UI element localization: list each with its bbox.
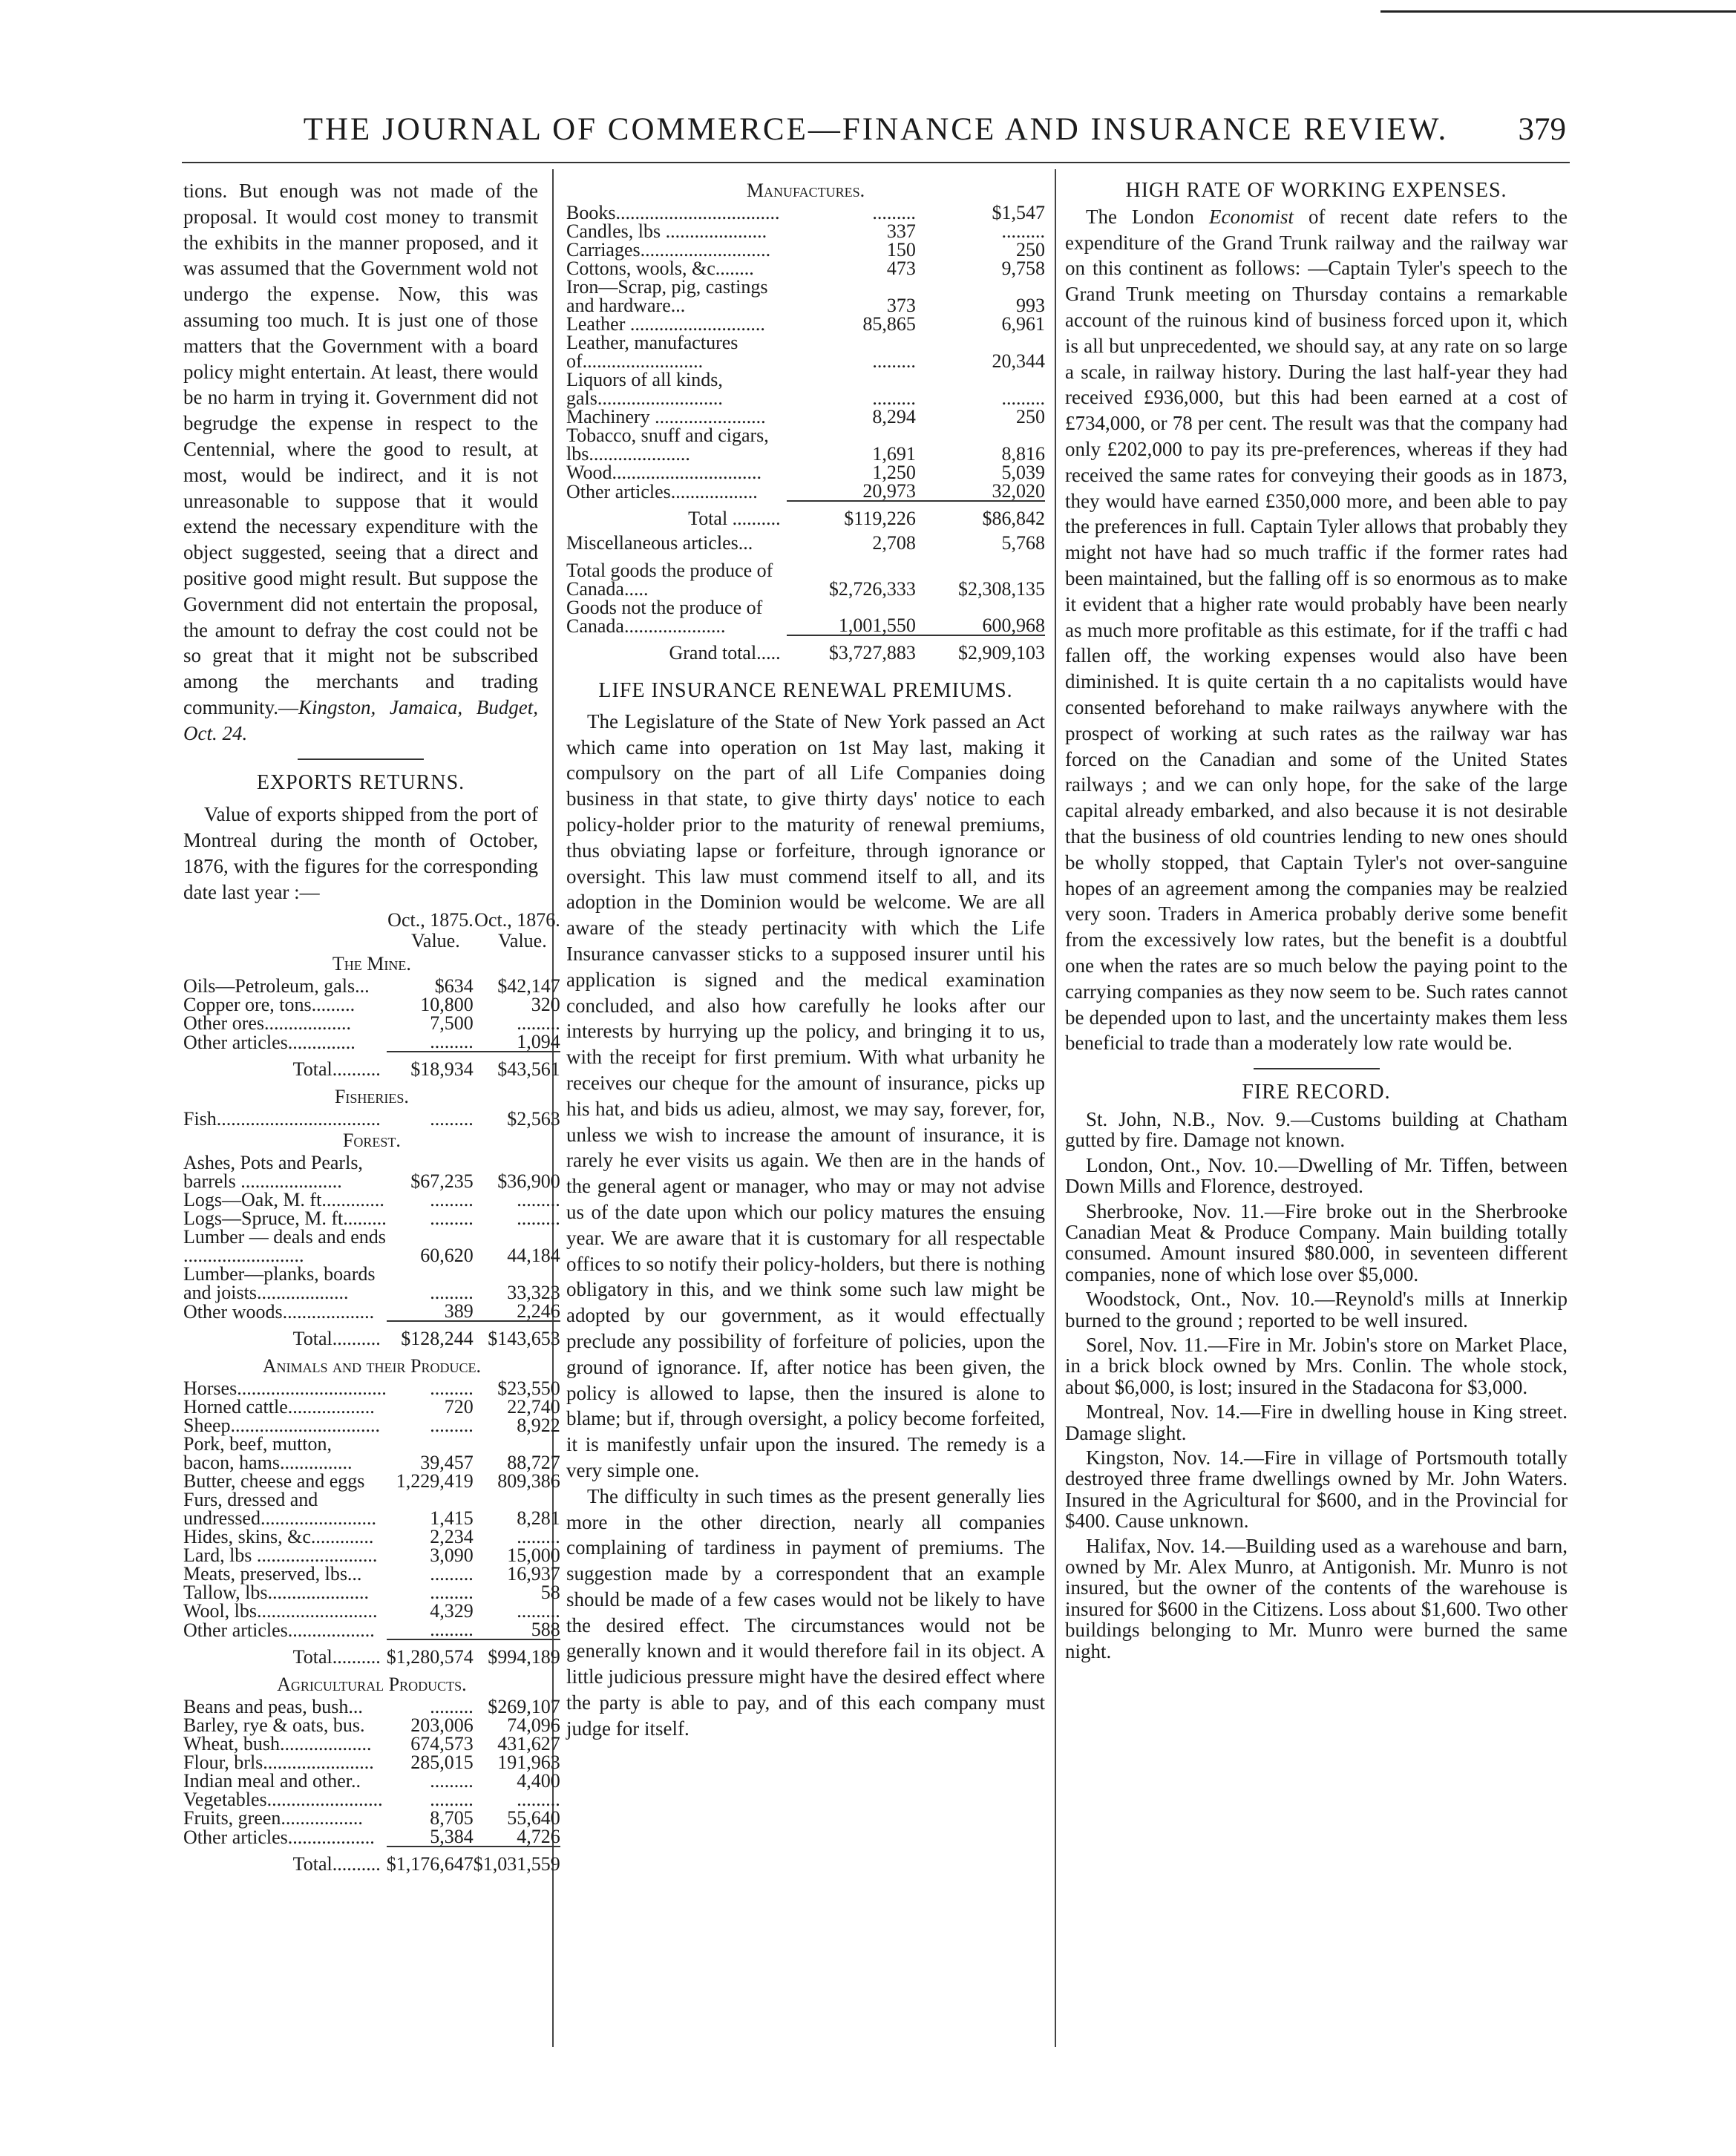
table-row bbox=[183, 1014, 560, 1032]
total-label: Total.......... bbox=[292, 1645, 381, 1668]
row-label: Goods not the produce of Canada..................... bbox=[566, 597, 763, 637]
row-value-1876: $23,550 bbox=[497, 1377, 560, 1399]
row-label: Flour, brls....................... bbox=[183, 1751, 374, 1773]
working-expenses-para bbox=[1065, 204, 1568, 1056]
row-value-1876: 600,968 bbox=[982, 615, 1045, 636]
fire-item: Kingston, Nov. 14.—Fire in village of Portsmouth totally destroyed three frame dwellings owned by Mr. John Waters. Insured in the Agricultural for $600, and in the Provincial for $400. Cause unknown. bbox=[1065, 1446, 1568, 1533]
row-value-1875: $67,235 bbox=[410, 1170, 474, 1192]
life-insurance-para-2: The difficulty in such times as the present generally lies more in the other direction, nearly all companies complaining of tardiness in payment of premiums. The suggestion made by a correspondent that an example should be made of a few cases would not be likely to have the desired effect. The circumstances would not be generally known and it would therefore fail in its object. A little judicious pressure might have the desired effect where the party is able to pay, and of this each company must judge for itself. bbox=[566, 1484, 1045, 1740]
row-value-1875: $2,726,333 bbox=[828, 578, 916, 600]
row-label: Carriages........................... bbox=[566, 239, 771, 261]
row-value-1875: ......... bbox=[430, 1618, 474, 1640]
total-row bbox=[183, 1639, 560, 1672]
row-value-1876: 55,640 bbox=[507, 1806, 560, 1829]
row-label: Wheat, bush................... bbox=[183, 1732, 372, 1754]
row-label: Leather, manufactures of......................... bbox=[566, 332, 738, 372]
row-value-1875: ......... bbox=[430, 1107, 474, 1130]
row-value-1876: 15,000 bbox=[507, 1544, 560, 1566]
row-value-1876: $42,147 bbox=[497, 974, 560, 997]
table-row bbox=[183, 1302, 560, 1321]
fire-item: Sorel, Nov. 11.—Fire in Mr. Jobin's store on Market Place, in a brick block owned by Mrs. Conlin. The whole stock, about $6,000, is lost; insured in the Stadacona for $3,000. bbox=[1065, 1333, 1568, 1398]
row-value-1876: 250 bbox=[1016, 406, 1045, 427]
row-value-1876: ......... bbox=[1001, 387, 1045, 409]
fire-item: London, Ont., Nov. 10.—Dwelling of Mr. Tiffen, between Down Mills and Florence, destroyed. bbox=[1065, 1153, 1568, 1198]
not-canada-row bbox=[566, 598, 1045, 635]
row-value-1875: 1,001,550 bbox=[838, 615, 916, 636]
table-row bbox=[183, 1827, 560, 1847]
row-label: Books.................................. bbox=[566, 202, 780, 223]
row-value-1876: 4,726 bbox=[517, 1825, 560, 1847]
total-label: Grand total..... bbox=[669, 642, 781, 663]
exports-table bbox=[183, 910, 560, 1879]
row-label: Horned cattle.................. bbox=[183, 1395, 375, 1418]
row-value-1875: 2,234 bbox=[430, 1525, 474, 1547]
fire-item: Woodstock, Ont., Nov. 10.—Reynold's mills at Innerkip burned to the ground ; reported to be well insured. bbox=[1065, 1288, 1568, 1331]
row-value-1876: 191,963 bbox=[497, 1751, 560, 1773]
row-label: Iron—Scrap, pig, castings and hardware... bbox=[566, 276, 768, 316]
table-row bbox=[183, 1228, 560, 1265]
table-row bbox=[566, 370, 1045, 407]
life-insurance-para-1: The Legislature of the State of New York passed an Act which came into operation on 1st May last, making it compulsory on the part of all Life Companies doing business in that state, to give thirty days' notice to each policy-holder prior to the maturity of renewal premiums, thus obviating lapse or forfeiture, through ignorance or oversight. This law must commend itself to all, and its adoption in the Dominion would be welcome. We are all aware of the steady pertinacity with which the Life Insurance canvasser sticks to a supposed insurer until his application is signed and the medical examination concluded, and also how carefully he looks after our interests by hurrying up the policy, and bringing it to us, with the receipt for first premium. With what urbanity he receives our cheque for the amount of insurance, picks up his hat, and bids us adieu, almost, we may say, forever, for, unless we wish to increase the amount of insurance, it is rarely he ever visits us again. We then are in the hands of the general agent or manager, who may or may not advise us of the date upon which our policy matures the ensuing year. We are aware that it is customary for all respectable offices to so notify their policy-holders, but there is nothing obligatory in this, and we think some such law might be adopted by our government, as it would effectually preclude any possibility of forfeiture of policies, upon the ground of ignorance. If, after notice has been given, the policy is allowed to lapse, then the insured is alone to blame; but if, through oversight, a policy become forfeited, it is manifestly unfair upon the insured. The remedy is a very simple one. bbox=[566, 710, 1045, 1481]
row-value-1875: 8,705 bbox=[430, 1806, 474, 1829]
row-value-1876: ......... bbox=[517, 1012, 560, 1034]
table-row bbox=[566, 315, 1045, 333]
economist-title: Economist bbox=[1209, 205, 1294, 228]
working-expenses-heading: HIGH RATE OF WORKING EXPENSES. bbox=[1125, 179, 1507, 202]
row-value-1875: 1,229,419 bbox=[396, 1469, 474, 1492]
table-row bbox=[183, 1153, 560, 1190]
table-row bbox=[566, 407, 1045, 426]
row-value-1875: ......... bbox=[430, 1788, 474, 1810]
row-value-1876: 88,727 bbox=[507, 1451, 560, 1473]
row-value-1876: 22,740 bbox=[507, 1395, 560, 1418]
row-label: Liquors of all kinds, gals.......................... bbox=[566, 369, 723, 409]
total-value-1875: $119,226 bbox=[787, 501, 916, 534]
total-value-1875: $1,176,647 bbox=[387, 1847, 474, 1879]
row-value-1875: 373 bbox=[886, 295, 916, 316]
table-row bbox=[566, 278, 1045, 315]
table-row bbox=[183, 1265, 560, 1302]
article-source: Kingston, Jamaica, Budget, Oct. 24. bbox=[183, 695, 538, 744]
row-value-1875: 2,708 bbox=[872, 532, 916, 554]
canada-total-row bbox=[566, 552, 1045, 598]
total-label: Total .......... bbox=[688, 508, 781, 529]
top-edge-rule bbox=[1380, 10, 1736, 13]
life-insurance-heading: LIFE INSURANCE RENEWAL PREMIUMS. bbox=[598, 679, 1013, 702]
row-value-1875: ......... bbox=[430, 1562, 474, 1585]
row-value-1875: 39,457 bbox=[420, 1451, 474, 1473]
row-value-1876: 74,096 bbox=[507, 1714, 560, 1736]
col-head-1875: Oct., 1875. bbox=[387, 908, 474, 931]
total-value-1876: $994,189 bbox=[474, 1639, 560, 1672]
row-value-1875: 5,384 bbox=[430, 1825, 474, 1847]
row-label: Other woods................... bbox=[183, 1300, 375, 1323]
total-value-1875: $3,727,883 bbox=[787, 635, 916, 668]
row-value-1875: $634 bbox=[434, 974, 474, 997]
row-label: Horses............................... bbox=[183, 1377, 387, 1399]
row-value-1876: $2,308,135 bbox=[958, 578, 1045, 600]
table-row bbox=[183, 1209, 560, 1228]
row-value-1876: $1,547 bbox=[992, 202, 1045, 223]
row-value-1876: $36,900 bbox=[497, 1170, 560, 1192]
total-value-1876: $143,653 bbox=[474, 1321, 560, 1354]
row-value-1875: 85,865 bbox=[862, 313, 916, 335]
row-value-1875: 720 bbox=[444, 1395, 474, 1418]
row-label: Ashes, Pots and Pearls, barrels ..................... bbox=[183, 1151, 363, 1192]
column-right bbox=[1065, 178, 1568, 1662]
row-label: Other articles.................. bbox=[183, 1826, 375, 1848]
row-value-1876: $269,107 bbox=[488, 1695, 560, 1717]
row-label: Machinery ....................... bbox=[566, 406, 766, 427]
table-row bbox=[183, 995, 560, 1014]
table-row bbox=[183, 1110, 560, 1128]
section-divider bbox=[298, 758, 424, 760]
col-head-1876: Oct., 1876. bbox=[474, 908, 560, 931]
row-label: Vegetables........................ bbox=[183, 1788, 383, 1810]
section-title: Forest. bbox=[342, 1129, 401, 1151]
row-value-1876: $2,563 bbox=[507, 1107, 560, 1130]
table-row bbox=[183, 1602, 560, 1620]
table-row bbox=[566, 463, 1045, 482]
misc-row bbox=[566, 534, 1045, 552]
row-value-1876: 588 bbox=[531, 1618, 560, 1640]
row-label: Candles, lbs ..................... bbox=[566, 220, 767, 242]
section-title: Fisheries. bbox=[334, 1085, 409, 1107]
section-title-row bbox=[183, 951, 560, 977]
row-value-1876: 5,768 bbox=[1001, 532, 1045, 554]
journal-title: THE JOURNAL OF COMMERCE—FINANCE AND INSURANCE REVIEW. bbox=[303, 112, 1449, 147]
total-value-1876: $43,561 bbox=[474, 1052, 560, 1084]
section-title-row bbox=[183, 1354, 560, 1379]
row-value-1875: 10,800 bbox=[420, 993, 474, 1015]
row-value-1876: ......... bbox=[1001, 220, 1045, 242]
page-number: 379 bbox=[1518, 112, 1566, 147]
total-value-1875: $1,280,574 bbox=[387, 1639, 474, 1672]
table-row bbox=[183, 1546, 560, 1564]
table-row bbox=[566, 203, 1045, 222]
row-label: Fruits, green................. bbox=[183, 1806, 363, 1829]
row-value-1876: 8,281 bbox=[517, 1507, 560, 1529]
row-label: Meats, preserved, lbs... bbox=[183, 1562, 362, 1585]
row-label: Logs—Spruce, M. ft......... bbox=[183, 1207, 387, 1229]
row-value-1875: ......... bbox=[872, 350, 916, 372]
row-label: Other articles.................. bbox=[183, 1619, 375, 1641]
table-row bbox=[183, 1620, 560, 1639]
row-value-1876: 16,937 bbox=[507, 1562, 560, 1585]
total-value-1875: $128,244 bbox=[387, 1321, 474, 1354]
total-row bbox=[566, 635, 1045, 668]
row-value-1876: 5,039 bbox=[1001, 462, 1045, 483]
table-row bbox=[183, 1032, 560, 1052]
row-label: Oils—Petroleum, gals... bbox=[183, 974, 370, 997]
row-label: Cottons, wools, &c........ bbox=[566, 258, 754, 279]
row-value-1875: ......... bbox=[872, 202, 916, 223]
table-row bbox=[566, 259, 1045, 278]
row-value-1876: 20,344 bbox=[992, 350, 1045, 372]
table-row bbox=[566, 222, 1045, 240]
section-title: Animals and their Produce. bbox=[262, 1354, 481, 1377]
row-value-1875: 60,620 bbox=[420, 1244, 474, 1266]
row-value-1876: 4,400 bbox=[517, 1769, 560, 1792]
row-value-1876: ......... bbox=[517, 1207, 560, 1229]
row-value-1876: 320 bbox=[531, 993, 560, 1015]
row-label: Tobacco, snuff and cigars, lbs..................... bbox=[566, 425, 769, 465]
row-value-1875: ......... bbox=[430, 1377, 474, 1399]
table-row bbox=[183, 1753, 560, 1772]
section-title: Manufactures. bbox=[746, 180, 865, 201]
total-label: Total.......... bbox=[292, 1327, 381, 1349]
table-row bbox=[566, 240, 1045, 259]
row-value-1876: 250 bbox=[1016, 239, 1045, 261]
table-row bbox=[183, 1790, 560, 1809]
row-value-1875: 1,691 bbox=[872, 443, 916, 465]
table-row bbox=[183, 1472, 560, 1490]
row-value-1876: 809,386 bbox=[497, 1469, 560, 1492]
row-value-1875: 3,090 bbox=[430, 1544, 474, 1566]
row-value-1875: ......... bbox=[872, 387, 916, 409]
total-row bbox=[183, 1321, 560, 1354]
section-title: Agricultural Products. bbox=[277, 1673, 467, 1695]
row-label: Pork, beef, mutton, bacon, hams............... bbox=[183, 1432, 353, 1473]
row-value-1875: ......... bbox=[430, 1030, 474, 1052]
header-rule bbox=[182, 162, 1570, 163]
table-row bbox=[183, 977, 560, 995]
row-value-1875: ......... bbox=[430, 1769, 474, 1792]
row-value-1876: ......... bbox=[517, 1188, 560, 1210]
column-rule-2 bbox=[1055, 169, 1056, 2047]
row-value-1875: 285,015 bbox=[410, 1751, 474, 1773]
page-header bbox=[186, 111, 1566, 156]
table-row bbox=[183, 1527, 560, 1546]
total-label: Total.......... bbox=[292, 1852, 381, 1875]
row-value-1876: 2,246 bbox=[517, 1300, 560, 1322]
section-title-row bbox=[566, 178, 1045, 203]
exports-intro: Value of exports shipped from the port of Montreal during the month of October, 1876, with the figures for the corresponding date last year :— bbox=[183, 803, 538, 903]
para-text-b: of recent date refers to the expenditure of the Grand Trunk railway and the railway war on this continent as follows: —Captain Tyler's speech to the Grand Trunk meeting on Thursday contains a remarkable account of the ruinous kind of business forced upon it, which is all but unprecedented, we should say, at any rate on so large a scale, in railway history. During the last half-year they had received £936,000, but this had been earned at a cost of £734,000, or 78 per cent. The result was that the company had only £202,000 to pay its pre-preferences, whereas if they had received the same rates for conveying their goods as in 1873, they would have earned £350,000 more, and been able to pay the preferences in full. Captain Tyler allows that probably they might not have had so much traffic if the former rates had been maintained, but the falling off is so enormous as to make it evident that a higher rate would probably have been nearly as much more profitable as this estimate, for if the traffi c had fallen off, the working expenses would also have been diminished. It is quite certain th a no capitalists would have consented beforehand to make railways anywhere with the prospect of working at such rates as the railway war has forced on the Canadian and some of the United States railways ; and we can only hope, for the sake of the large capital already embarked, and also because it is not desirable that the business of old countries lending to new ones should be wholly stopped, that Captain Tyler's not over-sanguine hopes of an agreement among the companies may be realzied very soon. Traders in America probably derive some benefit from the excessively low rates, but the benefit is a doubtful one when the rates are so much below the paying point to the carrying companies as they now seem to be. Such rates cannot be depended upon to last, and the uncertainty makes them less beneficial to trade than a moderately low rate would be. bbox=[1065, 205, 1568, 1055]
row-value-1876: ......... bbox=[517, 1788, 560, 1810]
row-value-1876: ......... bbox=[517, 1525, 560, 1547]
row-label: Hides, skins, &c............. bbox=[183, 1525, 374, 1547]
row-value-1876: 58 bbox=[540, 1581, 560, 1603]
table-row bbox=[183, 1398, 560, 1416]
total-value-1876: $2,909,103 bbox=[916, 635, 1045, 668]
total-value-1876: $1,031,559 bbox=[474, 1847, 560, 1879]
para-text-a: The London bbox=[1086, 205, 1210, 228]
row-value-1875: 20,973 bbox=[862, 480, 916, 502]
row-value-1875: 674,573 bbox=[410, 1732, 474, 1754]
row-value-1875: 337 bbox=[886, 220, 916, 242]
column-middle bbox=[566, 178, 1045, 1742]
table-row bbox=[183, 1564, 560, 1583]
row-label: Sheep............................... bbox=[183, 1414, 381, 1436]
row-label: Indian meal and other.. bbox=[183, 1769, 361, 1792]
table-row bbox=[183, 1190, 560, 1209]
col-subhead-1876: Value. bbox=[498, 929, 547, 951]
table-row bbox=[566, 333, 1045, 370]
fire-item: Sherbrooke, Nov. 11.—Fire broke out in the Sherbrooke Canadian Meat & Produce Company. Main building totally consumed. Amount insured $80.000, in seventeen different companies, none of which lose over $5,000. bbox=[1065, 1199, 1568, 1285]
table-row bbox=[183, 1583, 560, 1602]
row-label: Lard, lbs ......................... bbox=[183, 1544, 378, 1566]
row-label: Tallow, lbs..................... bbox=[183, 1581, 369, 1603]
row-value-1875: ......... bbox=[430, 1695, 474, 1717]
row-value-1876: 44,184 bbox=[507, 1244, 560, 1266]
row-label: Logs—Oak, M. ft............. bbox=[183, 1188, 384, 1210]
total-value-1875: $18,934 bbox=[387, 1052, 474, 1084]
row-label: Fish.................................. bbox=[183, 1107, 381, 1130]
row-value-1875: ......... bbox=[430, 1581, 474, 1603]
fire-record-list bbox=[1065, 1109, 1568, 1662]
table-row bbox=[183, 1716, 560, 1734]
row-value-1875: 473 bbox=[886, 258, 916, 279]
row-value-1875: 7,500 bbox=[430, 1012, 474, 1034]
row-label: Beans and peas, bush... bbox=[183, 1695, 363, 1717]
row-value-1876: 1,094 bbox=[517, 1030, 560, 1052]
row-value-1876: 32,020 bbox=[992, 480, 1045, 502]
row-value-1875: 389 bbox=[444, 1300, 474, 1322]
row-value-1875: ......... bbox=[430, 1414, 474, 1436]
row-value-1876: 993 bbox=[1016, 295, 1045, 316]
section-title-row bbox=[183, 1672, 560, 1697]
row-label: Butter, cheese and eggs bbox=[183, 1469, 365, 1492]
table-row bbox=[183, 1490, 560, 1527]
table-row bbox=[566, 426, 1045, 463]
row-value-1876: 8,922 bbox=[517, 1414, 560, 1436]
total-value-1876: $86,842 bbox=[916, 501, 1045, 534]
row-value-1875: 1,250 bbox=[872, 462, 916, 483]
fire-record-heading: FIRE RECORD. bbox=[1242, 1081, 1391, 1104]
article-continuation bbox=[183, 178, 538, 747]
total-row bbox=[183, 1847, 560, 1879]
row-label: Other ores.................. bbox=[183, 1012, 352, 1034]
row-value-1876: 33,323 bbox=[507, 1281, 560, 1303]
row-value-1875: ......... bbox=[430, 1207, 474, 1229]
row-label: Lumber—planks, boards and joists................... bbox=[183, 1262, 376, 1303]
row-value-1875: ......... bbox=[430, 1281, 474, 1303]
row-value-1875: 203,006 bbox=[410, 1714, 474, 1736]
row-label: Wood............................... bbox=[566, 462, 761, 483]
table-row bbox=[183, 1435, 560, 1472]
row-value-1875: ......... bbox=[430, 1188, 474, 1210]
section-title-row bbox=[183, 1128, 560, 1153]
table-row bbox=[566, 482, 1045, 501]
row-value-1875: 1,415 bbox=[430, 1507, 474, 1529]
row-value-1876: 431,627 bbox=[497, 1732, 560, 1754]
row-label: Barley, rye & oats, bus. bbox=[183, 1714, 365, 1736]
col-subhead-1875: Value. bbox=[411, 929, 460, 951]
table-row bbox=[183, 1697, 560, 1716]
article-continuation-text: tions. But enough was not made of the proposal. It would cost money to transmit the exhibits in the manner proposed, and it was assumed that the Government wold not undergo the expense. Now, this was assuming too much. It is just one of those matters that the Government with a board policy might entertain. At least, there would be no harm in trying it. Government did not begrudge the expense in respect to the Centennial, where the good to result, at most, would be indirect, and it is not unreasonable to suppose that it would extend the necessary expenditure with the object suggested, seeing that a direct and positive good might result. But suppose the Government did not entertain the proposal, the amount to defray the cost could not be so great that it might not be subscribed among the merchants and trading community.— bbox=[183, 180, 538, 718]
row-value-1875: 4,329 bbox=[430, 1599, 474, 1622]
table-row bbox=[183, 1734, 560, 1753]
row-value-1876: 6,961 bbox=[1001, 313, 1045, 335]
section-title-row bbox=[183, 1084, 560, 1110]
section-title: The Mine. bbox=[332, 952, 411, 974]
row-label: Other articles.............. bbox=[183, 1031, 356, 1053]
total-label: Total.......... bbox=[292, 1058, 381, 1080]
table-row bbox=[183, 1416, 560, 1435]
table-row bbox=[183, 1772, 560, 1790]
total-row bbox=[566, 501, 1045, 534]
exports-heading: EXPORTS RETURNS. bbox=[256, 770, 465, 794]
fire-item: Montreal, Nov. 14.—Fire in dwelling house in King street. Damage slight. bbox=[1065, 1400, 1568, 1444]
manufactures-table bbox=[566, 178, 1045, 668]
row-value-1876: 9,758 bbox=[1001, 258, 1045, 279]
row-label: Copper ore, tons......... bbox=[183, 993, 356, 1015]
row-label: Other articles.................. bbox=[566, 481, 758, 502]
row-value-1875: 150 bbox=[886, 239, 916, 261]
row-value-1876: 8,816 bbox=[1001, 443, 1045, 465]
row-label: Wool, lbs......................... bbox=[183, 1599, 378, 1622]
total-row bbox=[183, 1052, 560, 1084]
table-row bbox=[183, 1809, 560, 1827]
row-label: Furs, dressed and undressed........................ bbox=[183, 1488, 376, 1529]
fire-item: Halifax, Nov. 14.—Building used as a warehouse and barn, owned by Mr. Alex Munro, at Antigonish. Mr. Munro is not insured, but the owner of the contents of the warehouse is insured for $600 in the Citizens. Loss about $1,600. Two other buildings belonging to Mr. Munro were burned the same night. bbox=[1065, 1534, 1568, 1662]
row-value-1875: 8,294 bbox=[872, 406, 916, 427]
row-value-1876: ......... bbox=[517, 1599, 560, 1622]
row-label: Miscellaneous articles... bbox=[566, 532, 753, 554]
row-label: Lumber — deals and ends ......................... bbox=[183, 1225, 386, 1266]
column-left bbox=[183, 178, 560, 1879]
section-divider bbox=[1254, 1068, 1380, 1069]
row-label: Total goods the produce of Canada..... bbox=[566, 560, 773, 600]
table-row bbox=[183, 1379, 560, 1398]
row-label: Leather ............................ bbox=[566, 313, 765, 335]
fire-item: St. John, N.B., Nov. 9.—Customs building at Chatham gutted by fire. Damage not known. bbox=[1065, 1107, 1568, 1152]
